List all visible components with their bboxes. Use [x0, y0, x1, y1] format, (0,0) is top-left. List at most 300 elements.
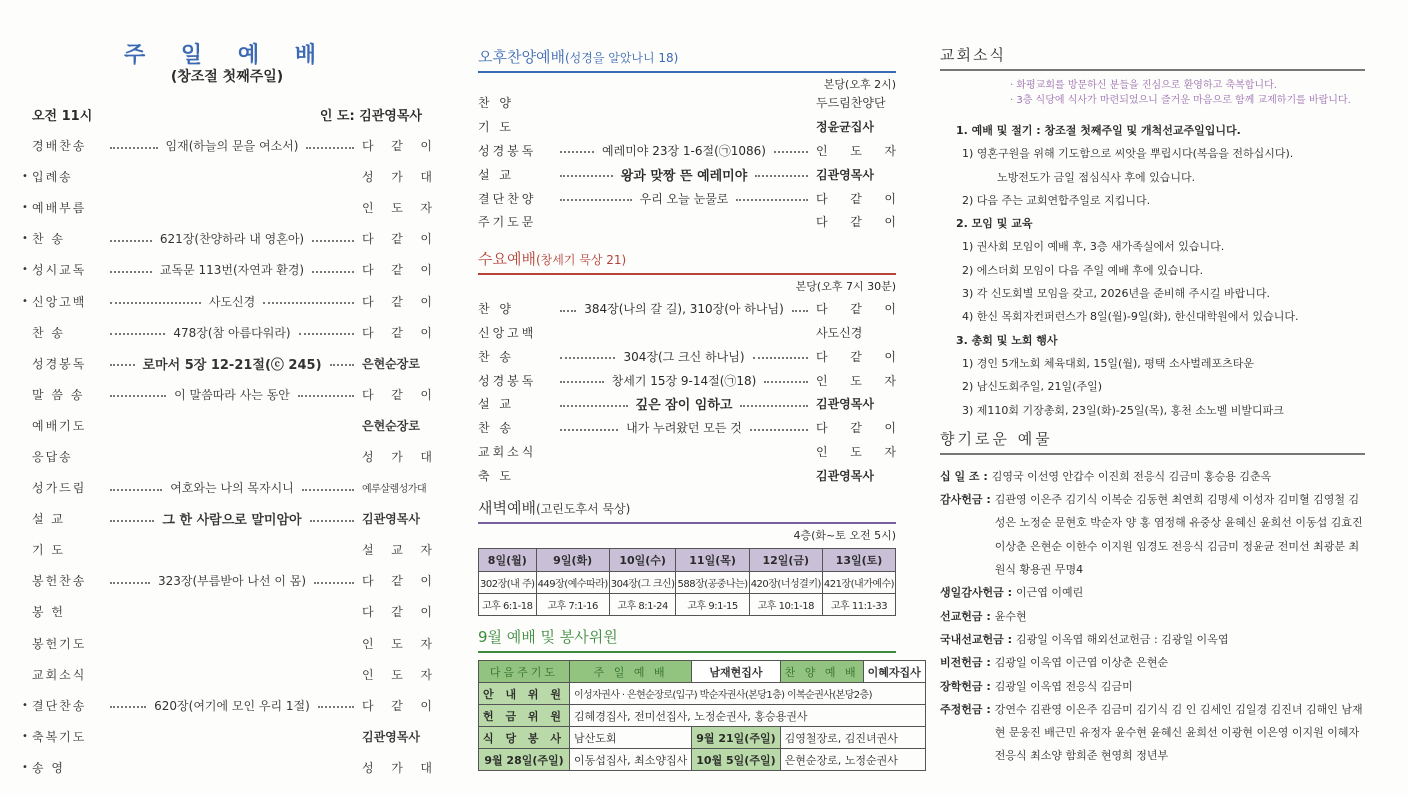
offering-label: 장학헌금 : — [940, 679, 991, 693]
leader-dots — [110, 240, 152, 242]
news-line: 1) 경인 5개노회 체육대회, 15일(월), 평택 소사벌레포츠타운 — [962, 356, 1254, 370]
table-cell: 8일(월) — [479, 549, 537, 572]
order-content: 교독문 113번(자연과 환경) — [159, 263, 305, 278]
wednesday-title: 수요예배(창세기 묵상 21) — [478, 248, 896, 275]
order-middle — [106, 735, 358, 737]
offering-row — [940, 628, 1365, 651]
order-by: 은현순장로 — [362, 418, 420, 433]
order-by: 다 같 이 — [816, 215, 896, 230]
order-name: 축복기도 — [32, 729, 87, 744]
order-middle — [106, 549, 358, 551]
list-item — [22, 317, 432, 348]
list-item — [478, 210, 896, 234]
order-by: 김관영목사 — [362, 729, 420, 744]
offering-list — [940, 465, 1365, 768]
order-middle — [106, 230, 358, 247]
list-item — [22, 348, 432, 379]
order-by: 인 도 자 — [362, 667, 432, 682]
table-cell: 9월 21일(주일) — [692, 727, 780, 749]
list-item — [478, 186, 896, 210]
list-item — [22, 565, 432, 596]
order-by: 인 도 자 — [816, 143, 896, 158]
table-cell: 남재현집사 — [692, 661, 780, 683]
dawn-title: 새벽예배(고린도후서 묵상) — [478, 497, 896, 524]
list-item — [22, 379, 432, 410]
leader-dots — [560, 357, 615, 359]
order-middle — [106, 455, 358, 457]
list-item — [22, 596, 432, 627]
order-name: 성가드림 — [32, 481, 87, 496]
order-by: 다 같 이 — [362, 325, 432, 340]
list-item — [22, 690, 432, 721]
order-by: 은현순장로 — [362, 356, 420, 371]
list-item — [478, 344, 896, 368]
order-name: 결단찬송 — [32, 698, 87, 713]
sunday-title: 주 일 예 배 — [124, 43, 330, 68]
leader-dots — [560, 405, 628, 407]
order-by: 다 같 이 — [362, 139, 432, 154]
order-by: 정윤균집사 — [816, 120, 874, 135]
leader-dots — [740, 405, 808, 407]
order-middle — [556, 221, 812, 223]
table-cell: 헌 금 위 원 — [479, 705, 570, 727]
afternoon-title: 오후찬양예배(성경을 알았나니 18) — [478, 46, 896, 73]
order-name: 교회소식 — [478, 444, 537, 459]
offering-row — [940, 605, 1365, 628]
order-name: 기 도 — [478, 120, 514, 135]
offering-label: 선교헌금 : — [940, 609, 991, 623]
order-name: 성경봉독 — [32, 356, 87, 371]
leader-dots — [299, 333, 354, 335]
table-cell: 302장(내 주) — [479, 572, 537, 594]
wednesday-location: 본당(오후 7시 30분) — [795, 279, 896, 293]
order-name: 신앙고백 — [478, 325, 537, 340]
leader-dots — [310, 520, 354, 522]
bullet: • — [22, 264, 28, 276]
leader-dots — [302, 489, 354, 491]
order-middle — [106, 354, 358, 373]
order-by: 인 도 자 — [816, 444, 896, 459]
order-name: 교회소식 — [32, 667, 87, 682]
order-content: 예레미야 23장 1-6절(㉠1086) — [602, 143, 766, 158]
order-name: 결단찬양 — [478, 191, 537, 206]
leader-dots — [560, 310, 576, 312]
offering-names: 윤수현 — [994, 609, 1027, 623]
offering-names: 김영국 이선영 안갑수 이진희 전응식 김금미 홍승용 김춘옥 — [991, 469, 1272, 483]
order-by: 성 가 대 — [362, 449, 432, 464]
order-content: 478장(참 아름다워라) — [173, 325, 291, 340]
order-content: 304장(그 크신 하나님) — [623, 349, 745, 364]
leader-dots — [110, 333, 165, 335]
offering-label: 생일감사헌금 : — [940, 586, 1012, 600]
news-line: 4) 한신 목회자컨퍼런스가 8일(월)-9일(화), 한신대학원에서 있습니다. — [962, 310, 1299, 324]
order-middle — [556, 142, 812, 159]
order-middle — [106, 611, 358, 613]
dawn-days-row — [479, 549, 896, 572]
bullet: • — [22, 233, 28, 245]
leader-dots — [764, 381, 808, 383]
news-title: 교회소식 — [940, 44, 1365, 71]
order-content: 우리 오늘 눈물로 — [639, 191, 729, 206]
order-by: 다 같 이 — [362, 698, 432, 713]
offering-label: 감사헌금 : — [940, 493, 991, 507]
order-by: 성 가 대 — [362, 760, 432, 775]
leader-dots — [560, 151, 594, 153]
table-cell: 주 일 예 배 — [570, 661, 692, 683]
table-row — [479, 661, 926, 683]
order-content: 621장(찬양하라 내 영혼아) — [159, 232, 305, 247]
order-middle — [106, 324, 358, 341]
list-item — [22, 659, 432, 690]
sunday-service-column — [22, 0, 432, 783]
table-cell: 12일(금) — [749, 549, 822, 572]
news-list — [940, 119, 1365, 422]
order-content: 여호와는 나의 목자시니 — [170, 481, 294, 496]
offering-label: 국내선교헌금 : — [940, 632, 1012, 646]
order-by: 다 같 이 — [816, 302, 896, 317]
order-middle — [556, 126, 812, 128]
order-by: 사도신경 — [816, 325, 863, 340]
leader-dots — [318, 706, 354, 708]
news-line: 1) 영혼구원을 위해 기도함으로 씨앗을 뿌립시다(복음을 전하십시다). — [962, 147, 1294, 161]
order-middle — [106, 176, 358, 178]
order-name: 성경봉독 — [478, 143, 537, 158]
order-content: 왕과 맞짱 뜬 예레미야 — [620, 168, 748, 184]
leader-dots — [298, 395, 354, 397]
table-cell: 이동섭집사, 최소양집사 — [570, 749, 692, 771]
table-cell: 고후 7:1-16 — [536, 594, 609, 616]
order-name: 축 도 — [478, 468, 514, 483]
offering-row — [940, 675, 1365, 698]
table-cell: 은현순장로, 노정순권사 — [780, 749, 925, 771]
order-name: 응답송 — [32, 449, 73, 464]
leader-dots — [750, 429, 808, 431]
order-middle — [556, 419, 812, 436]
order-name: 봉헌찬송 — [32, 574, 87, 589]
order-name: 신앙고백 — [32, 294, 87, 309]
order-by: 김관영목사 — [362, 512, 420, 527]
service-title: 9월 예배 및 봉사위원 — [478, 626, 896, 653]
order-name: 성경봉독 — [478, 373, 537, 388]
table-cell: 449장(예수따라) — [536, 572, 609, 594]
table-cell: 고후 9:1-15 — [676, 594, 749, 616]
order-middle — [556, 394, 812, 413]
order-name: 설 교 — [478, 167, 514, 182]
order-middle — [556, 450, 812, 452]
leader-dots — [330, 364, 355, 366]
leader-dots — [736, 199, 808, 201]
order-middle — [106, 673, 358, 675]
order-name: 성시교독 — [32, 263, 87, 278]
list-item — [22, 130, 432, 161]
news-line: 1. 예배 및 절기 : 창조절 첫째주일 및 개척선교주일입니다. — [956, 124, 1241, 137]
order-content: 임재(하늘의 문을 여소서) — [165, 139, 299, 154]
welcome-line: · 3층 식당에 식사가 마련되었으니 즐거운 마음으로 함께 교제하기를 바랍니다. — [1010, 95, 1351, 106]
list-item — [22, 223, 432, 254]
order-content: 사도신경 — [208, 294, 256, 309]
list-item — [22, 285, 432, 316]
news-line: 1) 권사회 모임이 예배 후, 3층 새가족실에서 있습니다. — [962, 240, 1225, 254]
order-content: 로마서 5장 12-21절(ⓒ 245) — [142, 357, 322, 373]
bullet: • — [22, 295, 28, 307]
news-line: 2) 다음 주는 교회연합주일로 지킵니다. — [962, 193, 1151, 207]
offering-label: 주정헌금 : — [940, 702, 991, 716]
order-middle — [106, 293, 358, 310]
order-content: 그 한 사람으로 말미암아 — [162, 513, 302, 529]
offering-row — [940, 651, 1365, 674]
list-item — [22, 721, 432, 752]
order-name: 입례송 — [32, 170, 73, 185]
offering-names: 김광일 이옥엽 해외선교헌금 : 김광일 이옥엽 — [1015, 632, 1229, 646]
leader-dots — [110, 706, 146, 708]
order-name: 기 도 — [32, 543, 65, 558]
order-name: 설 교 — [32, 512, 65, 527]
service-table — [478, 660, 926, 771]
offering-names: 김광일 이옥엽 전응식 김금미 — [994, 679, 1133, 693]
leader-dots — [306, 147, 354, 149]
order-name: 설 교 — [478, 397, 514, 412]
table-cell: 9월 28일(주일) — [479, 749, 570, 771]
afternoon-order-list — [478, 91, 896, 234]
table-cell: 588장(공중나는) — [676, 572, 749, 594]
table-cell: 남산도회 — [570, 727, 692, 749]
order-middle — [106, 509, 358, 528]
order-name: 경배찬송 — [32, 139, 87, 154]
order-by: 인 도 자 — [816, 373, 896, 388]
order-by: 김관영목사 — [816, 397, 874, 412]
offering-names: 강연수 김관영 이은주 김금미 김기식 김 인 김세인 김일경 김진녀 김해인 남재현 문웅진 배근민 유정자 윤수현 윤혜신 윤희선 이광현 이은영 이지원 이혜자 전응식 최소양 함희준 현영희 정년부 — [994, 702, 1363, 763]
list-item — [22, 472, 432, 503]
dawn-hymns-row — [479, 572, 896, 594]
order-middle — [556, 190, 812, 207]
table-cell: 김혜경집사, 전미선집사, 노정순권사, 홍승용권사 — [570, 705, 926, 727]
table-cell: 고후 11:1-33 — [822, 594, 895, 616]
leader-dots — [792, 310, 808, 312]
table-cell: 9일(화) — [536, 549, 609, 572]
news-line: 3) 각 신도회별 모임을 갖고, 2026년을 준비해 주시길 바랍니다. — [962, 287, 1271, 301]
order-name: 찬 송 — [478, 349, 514, 364]
bullet: • — [22, 761, 28, 773]
leader-dots — [263, 302, 354, 304]
sunday-info — [22, 105, 432, 123]
list-item — [478, 321, 896, 345]
order-name: 주기도문 — [478, 215, 537, 230]
order-middle — [556, 300, 812, 317]
leader-dots — [110, 271, 152, 273]
table-cell: 421장(내가예수) — [822, 572, 895, 594]
leader-dots — [753, 357, 808, 359]
order-middle — [106, 424, 358, 426]
table-row — [479, 705, 926, 727]
list-item — [478, 368, 896, 392]
list-item — [22, 441, 432, 472]
list-item — [22, 161, 432, 192]
order-name: 말 씀 송 — [32, 387, 85, 402]
news-column — [940, 0, 1365, 768]
weekday-services-column — [478, 0, 921, 771]
order-middle — [556, 372, 812, 389]
table-cell: 안 내 위 원 — [479, 683, 570, 705]
offering-title: 향기로운 예물 — [940, 428, 1365, 455]
order-by: 다 같 이 — [362, 605, 432, 620]
wednesday-order-list — [478, 297, 896, 487]
table-cell: 10일(수) — [609, 549, 676, 572]
order-by: 인 도 자 — [362, 201, 432, 216]
list-item — [22, 752, 432, 783]
list-item — [478, 463, 896, 487]
order-by: 다 같 이 — [362, 574, 432, 589]
order-name: 찬 양 — [478, 302, 514, 317]
offering-label: 비전헌금 : — [940, 656, 991, 670]
table-cell: 고후 8:1-24 — [609, 594, 676, 616]
sunday-subtitle: (창조절 첫째주일) — [170, 69, 284, 85]
table-cell: 식 당 봉 사 — [479, 727, 570, 749]
list-item — [478, 91, 896, 115]
list-item — [22, 254, 432, 285]
list-item — [478, 139, 896, 163]
order-by: 예루살렘성가대 — [362, 484, 427, 496]
leader-dots — [110, 147, 158, 149]
order-by: 인 도 자 — [362, 636, 432, 651]
order-middle — [556, 348, 812, 365]
order-by: 성 가 대 — [362, 170, 432, 185]
list-item — [22, 628, 432, 659]
table-cell: 이성자권사 · 은현순장로(입구) 박순자권사(본당1층) 이복순권사(본당2층) — [570, 683, 926, 705]
order-by: 다 같 이 — [362, 263, 432, 278]
order-name: 봉 헌 — [32, 605, 65, 620]
order-by: 김관영목사 — [816, 468, 874, 483]
list-item — [22, 534, 432, 565]
sunday-time: 오전 11시 — [32, 109, 93, 124]
table-row — [479, 683, 926, 705]
leader-dots — [774, 151, 808, 153]
table-cell: 11일(목) — [676, 549, 749, 572]
offering-names: 김광일 이옥엽 이근엽 이상춘 은현순 — [994, 656, 1169, 670]
list-item — [22, 503, 432, 534]
order-by: 다 같 이 — [816, 349, 896, 364]
order-content: 깊은 잠이 임하고 — [635, 398, 733, 414]
table-cell: 304장(그 크신) — [609, 572, 676, 594]
news-line: 2) 남신도회주일, 21일(주일) — [962, 380, 1102, 394]
order-name: 예배부름 — [32, 201, 87, 216]
order-middle — [106, 261, 358, 278]
order-by: 두드림찬양단 — [816, 96, 886, 111]
sunday-order-list — [22, 130, 432, 783]
welcome-line: · 화평교회를 방문하신 분들을 진심으로 환영하고 축복합니다. — [1010, 80, 1277, 91]
dawn-schedule-table — [478, 548, 896, 616]
order-name: 예배기도 — [32, 418, 87, 433]
order-content: 이 말씀따라 사는 동안 — [174, 387, 290, 402]
order-middle — [106, 386, 358, 403]
offering-names: 김관영 이은주 김기식 이복순 김동현 최연희 김명세 이성자 김미혈 김영철 김성은 노정순 문현호 박순자 양 홍 염정해 유중상 윤혜신 윤희선 이동섭 김효진 이상춘 은현순 이한수 이지원 임경도 전응식 김금미 정윤균 전미선 최광분 최원식 황용권 무명4 — [994, 493, 1363, 577]
list-item — [478, 115, 896, 139]
leader-dots — [755, 175, 808, 177]
leader-dots — [110, 302, 201, 304]
order-middle — [556, 165, 812, 184]
leader-dots — [312, 240, 354, 242]
order-by: 다 같 이 — [362, 387, 432, 402]
leader-dots — [314, 582, 354, 584]
news-line: 2) 에스더회 모임이 다음 주일 예배 후에 있습니다. — [962, 263, 1204, 277]
order-middle — [556, 331, 812, 333]
order-middle — [556, 474, 812, 476]
list-item — [478, 162, 896, 186]
order-name: 봉헌기도 — [32, 636, 87, 651]
offering-label: 십 일 조 : — [940, 469, 988, 483]
afternoon-location: 본당(오후 2시) — [823, 78, 896, 91]
dawn-location: 4층(화~토 오전 5시) — [793, 529, 896, 543]
order-by: 다 같 이 — [816, 191, 896, 206]
order-name: 찬 송 — [478, 421, 514, 436]
table-row — [479, 727, 926, 749]
order-middle — [106, 137, 358, 154]
table-row — [479, 749, 926, 771]
order-name: 찬 송 — [32, 325, 65, 340]
order-name: 송 영 — [32, 760, 65, 775]
list-item — [478, 297, 896, 321]
table-cell: 찬 양 예 배 — [780, 661, 863, 683]
leader-dots — [110, 582, 150, 584]
table-cell: 김영철장로, 김진녀권사 — [780, 727, 925, 749]
news-line: 노방전도가 금일 점심식사 후에 있습니다. — [997, 170, 1196, 184]
order-content: 323장(부름받아 나선 이 몸) — [157, 574, 307, 589]
order-middle — [106, 479, 358, 496]
offering-row — [940, 465, 1365, 488]
bullet: • — [22, 171, 28, 183]
list-item — [22, 192, 432, 223]
leader-dots — [560, 175, 613, 177]
dawn-passages-row — [479, 594, 896, 616]
order-by: 김관영목사 — [816, 167, 874, 182]
order-name: 찬 양 — [478, 96, 514, 111]
order-content: 내가 누려왔던 모든 것 — [626, 421, 742, 436]
news-line: 3. 총회 및 노회 행사 — [956, 333, 1058, 347]
order-middle — [106, 697, 358, 714]
order-middle — [106, 572, 358, 589]
table-cell: 420장(너성결키) — [749, 572, 822, 594]
table-cell: 10월 5일(주일) — [692, 749, 780, 771]
news-line: 2. 모임 및 교육 — [956, 217, 1033, 231]
order-content: 384장(나의 갈 길), 310장(아 하나님) — [584, 302, 784, 317]
table-cell: 고후 6:1-18 — [479, 594, 537, 616]
list-item — [478, 416, 896, 440]
table-cell: 다음주기도 — [479, 661, 570, 683]
sunday-leader: 인 도: 김관영목사 — [319, 109, 422, 124]
order-content: 창세기 15장 9-14절(㉠18) — [611, 373, 757, 388]
order-by: 설 교 자 — [362, 543, 432, 558]
order-middle — [106, 642, 358, 644]
order-middle — [106, 207, 358, 209]
offering-row — [940, 698, 1365, 768]
leader-dots — [312, 271, 354, 273]
order-by: 다 같 이 — [362, 232, 432, 247]
order-middle — [106, 766, 358, 768]
bullet: • — [22, 202, 28, 214]
leader-dots — [560, 381, 604, 383]
offering-row — [940, 581, 1365, 604]
order-middle — [556, 102, 812, 104]
leader-dots — [560, 199, 632, 201]
news-line: 3) 제110회 기장총회, 23일(화)-25일(목), 홍천 소노벨 비발디파크 — [962, 403, 1284, 417]
order-name: 찬 송 — [32, 232, 65, 247]
table-cell: 이혜자집사 — [863, 661, 925, 683]
leader-dots — [560, 429, 618, 431]
list-item — [22, 410, 432, 441]
order-by: 다 같 이 — [816, 421, 896, 436]
leader-dots — [110, 364, 135, 366]
order-content: 620장(여기에 모인 우리 1절) — [154, 698, 310, 713]
offering-names: 이근엽 이예린 — [1015, 586, 1084, 600]
